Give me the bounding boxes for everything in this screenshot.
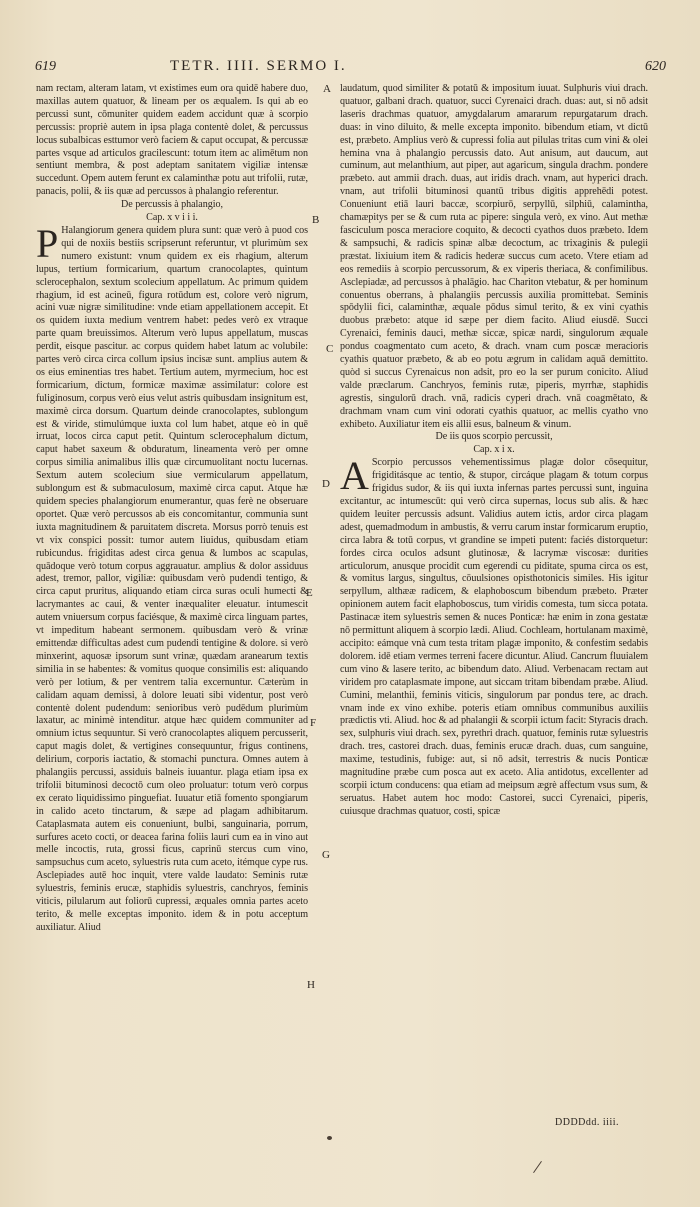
margin-letter-a: A bbox=[323, 83, 331, 95]
right-column bbox=[340, 83, 648, 819]
ink-stroke bbox=[533, 1161, 542, 1173]
margin-letter-e: E bbox=[306, 587, 313, 599]
margin-letter-c: C bbox=[326, 343, 334, 355]
drop-cap-a: A bbox=[340, 453, 369, 499]
ink-dot bbox=[327, 1136, 332, 1140]
chapter-heading-phalangio: De percussis à phalangio, bbox=[121, 199, 223, 211]
chapter-heading-scorpio: De iis quos scorpio percussit, bbox=[435, 431, 553, 443]
chapter-number-18: Cap. x v i i i. bbox=[146, 212, 198, 224]
left-column bbox=[36, 83, 308, 935]
signature-mark: DDDDdd. iiii. bbox=[555, 1117, 619, 1128]
margin-letter-f: F bbox=[310, 717, 317, 729]
left-paragraph-2: Halangiorum genera quidem plura sunt: quæ verò à puod cos qui de noxiis bestiis scripserunt referuntur, vt plurimùm sex numero existunt: vnum quidem ex eis rhagium, alterum lupus, tertium formicarium, quartum cranocolaptes, quintum sclerocephalon, sextum scolecium appellatum. Ac primum quidem rhagium, id est acineū, figura rotūdum est, colore verò nigrum, acini vuæ nigræ similitudine: vnde etiam appellationem accepit. Et os quidem iuxta medium ventrem habet: pedes verò ex vtraque parte quam breuissimos. Alterum verò lupus appellatum, muscas perdit, eisque pascitur. ac corpus quidem habet latum ac volubile: partes verò circa circa collum ipsius incisæ sunt. amplius autem & os eius eminentias tres habet. Tertium autem, myrmecium, hoc est formicarium, dictum, formicæ maximæ assimilatur: colore est fuliginosum, corpus verò eius velut astris quibusdam insignitum est, maximè circa dorsum. Quartum deinde cranocolaptes, sublongum est & viride, stimulúmque iuxta col lum habet, atque eò in quē irruat, locos circa caput petit. Quintum sclerocephalum dictum, caput habet saxeum & obduratum, lineamenta verò per omne corpus similia animalibus illis quæ circumuolitant noctu lucernas. Sextum autem scolecium siue vermicularum appellatum, sublongum est & submaculosum, maximè circa caput. Atque hæ quidem species phalangiorum enumerantur, quas ferè ne obseruare oportet. Quæ verò percussos ab eis concomitantur, communia sunt iuxta magnitudinem & paruitatem discreta. Morsus porrò tenuis est vt vix conspici possit: tumor autem liuidus, quibusdam etiam rubicundus. frigiditas adest circa genua & lumbos ac scapulas, quādoque verò totum corpus aggrauatur. amplius & dolor assiduus adest, tremor, pallor, vigiliæ: quibusdam verò pudendi tentigo, & circa caput pruritus, aliquando etiam circa suras oculi humecti & lacrymantes ac caui, & venter inæqualiter eleuatur. intumescit autem vniuersum corpus faciésque, & maximè circa linguam partes, vt impeditum habeant sermonem. quibusdam verò & vrinæ emittendæ difficultas adest cum pudendi tentigine & dolore. si verò minxerint, aquosæ ipsorum sunt vrinæ, quædam aranearum textis similia in se habentes: & vomitus quoque consimilis est: aliquando verò per lotium, & per ventrem talia excernuntur. Cæterùm in calidam aquam demissi, à dolore leuati sibi videntur, post verò contentè dolent pudendum: senioribus verò pudēdum plurimùm laxatur, ac minimè intenditur. atque hæc quidem communiter ad omnium ictus sequuntur. Si verò cranocolaptes aliquem percusserit, caput magis dolet, & vertigines consequuntur, frigus continens, delirium, corporis iactatio, & stomachi punctura. Omnes autem à phalangiis percussi, assiduis balneis iuuantur. plaga etiam ipsa ex trifolii bituminosi decoctō cum oleo proluatur: totum verò corpus ex cerato liquidissimo pinguefiat. Iuuatur etiā fomento spongiarum in calido aceto tinctarum, & sæpe ad plagam adhibitarum. Cataplasmata autem eis conueniunt, bulbi, sanguinaria, porrum, surfures aceto cocti, or deacea farina foliis lauri cum ea in vino aut melle incoctis, ruta, grossi ficus, caprinū stercus cum vino, sampsuchus cum aceto, syluestris ruta cum aceto, itémque cype rus. Asclepiades autē hoc inquit, vtere valde laudato: Seminis rutæ syluestris, feminis erucæ, staphidis syluestris, canchryos, feminis viticis, pilularum aut foliorū cupressi, æquales omnia partes aceto terito, & melle exceptas imponito. idem & in potu acceptum auxiliatur. Aliud bbox=[36, 224, 308, 933]
page-number-left: 619 bbox=[35, 59, 56, 74]
margin-letter-g: G bbox=[322, 849, 330, 861]
drop-cap-p: P bbox=[36, 220, 59, 266]
running-title: TETR. IIII. SERMO I. bbox=[170, 58, 347, 74]
margin-letter-h: H bbox=[307, 979, 315, 991]
chapter-number-19: Cap. x i x. bbox=[473, 444, 515, 456]
margin-letter-b: B bbox=[312, 214, 320, 226]
margin-letter-d: D bbox=[322, 478, 330, 490]
left-paragraph-1: nam rectam, alteram latam, vt existimes eum ora quidē habere duo, maxillas autem quatuor, & lineam per os æqualem. Is qui ab eo percussi sunt, cōmuniter quidem eadem accidunt quæ à scorpio percussis: propriè autem in ipsa plaga contentè dolet, & percussus locus subalbicas esttumor verò faciem & caput occupat, & percussæ partes vsque ad articulos gracilescunt: totum item ac alimētum non sentiunt membra, & post adeptam sanitatem vigiliæ intensæ succedunt. Opem autem ferunt ex calaminthæ potu aut trifolii, rutæ, panacis, polii, & iis quæ ad percussos à phalangio referentur. bbox=[36, 83, 308, 198]
page-number-right: 620 bbox=[645, 59, 666, 74]
right-paragraph-2: Scorpio percussos vehementissimus plagæ dolor cōsequitur, frigiditásque ac tentio, & stupor, circáque plagam & totum corpus frigidus sudor, & iis qui iuxta infernas partes percussi sunt, inguina excitantur, ac intumescūt: qui verò circa supernas, locus sub alis. & hæc quidem leuiter percussis adsunt. Validius autem ictis, ardor circa plagam adest, quemadmodum in ambustis, & verru carum instar formicarum eruptio, circa labra & totū corpus, vt grandine se impeti putent: faciés distorquetur: fordes circa oculos adsunt glutinosæ, & lacrymæ viscosæ: durities articulorum, anusque procidit cum egerendi cu piditate, spuma circa os est, & vomitus largus, singultus, cōuulsiones opisthotonicis similes. His igitur serpyllum, althææ radicem, & elaphoboscum bibendum præbeto. Præter opinionem autem facit elaphoboscus, tum viridis comesta, tum sicca potata. Pastinacæ item syluestris semen & nuces Ponticæ: hæ enim in zona gestatæ nō permittunt aliquem à scorpio lædi. Aliud. Cochleam, hortulanam maximè, accipito: eámque vnà cum testa tritam plagæ imponito, & confestim sedabis dolorem. idē etiam vermes terreni facere dicuntur. Aliud. Cancrum fluuialem cum vino & lasere terito, ac bibendum dato. Aliud. Verbenacam rectam aut viridem pro cataplasmate impone, aut siccam tritam bibendam præbe. Aliud. Cumini, melanthii, feminis viticis, singulorum par pondus tere, ac drach. vnam inde ex vino exhibe. poteris etiam omnibus communibus auxiliis prædictis vti. Aliud. hoc & ad phalangii & scorpii ictum facit: Styracis drach. sex, sulphuris viui drach. sex, pyrethri drach. quatuor, feminis rutæ syluestris drach. tres, castorei drach. duas, feminis erucæ drach. duas, cum sanguine, maxime, testudinis, fubige: aut, si nō adsit, terrestris & nucis Ponticæ magnitudine præbe cum posca aut ex aceto. Alia antidotus, excellenter ad scorpii ictum conducens: qua etiam ad meipsum ægrè affectum vsus sum, & seruatus. Habet autem hoc modo: Castorei, succi Cyrenaici, piperis, cuiusque drachmas quatuor, costi, spicæ bbox=[340, 457, 648, 817]
page-header bbox=[0, 0, 700, 80]
right-paragraph-1: laudatum, quod similiter & potatū & impositum iuuat. Sulphuris viui drach. quatuor, galbani drach. quatuor, succi Cyrenaici drach. duas: aut, si nō adsit laseris drachmas quatuor, amygdalarum amararum repurgatarum drach. duas: in vino diluito, & melle excepta imponito. bibendum etiam, vt dictū est, præbeto. Amplius verò & cupressi folia aut pilulas tritas cum vini & olei hemina vna à phalangio percussis dato. Aut anisum, aut daucum, aut cuminum, aut melanthium, aut piper, aut agaricum, singula drachm. pondere præbeto. aut ammii drach. duas, aut iridis drach. vnam, aut hyperici drach. vnam, aut trifolii bituminosi quantū tribus digitis apprehēdi potest. Conueniunt etiā lauri baccæ, scorpiurō, serpyllū, silphiū, calamintha, chamæpitys per se & cum ruta ac pipere: singula verò, ex vino. Aut methæ fasciculum posca meraciore coquito, & decocti cyathos duos præbeto. Idem & sampsuchi, & radicis spinæ albæ decoctum, ac trixaginis & pulegii præstat. lixiuium item & radicis hederæ succus cum aceto. Vtere etiam ad eos remediis à scorpio percussorum, & ex viperis theriaca, & confimilibus. Asclepiadæ, ad percussos à phalāgio. hac Chariton vtebatur, & per hominum conuentus oberrans, à phalangiis percussis auxilia promittebat. Seminis spōdylii fici, calaminthæ, æquale pōdus simul terito, & ex vini cyathis duobus præbeto: atque id sæpe per diem facito. Aliud eiusdē. Succi Cyrenaici, feminis dauci, methæ siccæ, spicæ nardi, singulorum æquale pondus coagmentato cum aceto, & drach. vnam cum poscæ meracioris cyathis quatuor præbeto, & ab eo potu ægrum in calidam aquā demittito. quòd si succus Cyrenaicus non adsit, pro eo la ser purum conicito. Aliud valde præclarum. Canchryos, feminis rutæ, piperis, myrrhæ, staphidis agrestis, singulorū drach. vnā, radicis cyperi drach. vnā coagmētato, & drachmam vnam cum vini odorati cyathis quatuor, ac mellis cyatho vno exhibeto. Auxiliatur item eis allii esus, balneum & vinum. bbox=[340, 83, 648, 430]
